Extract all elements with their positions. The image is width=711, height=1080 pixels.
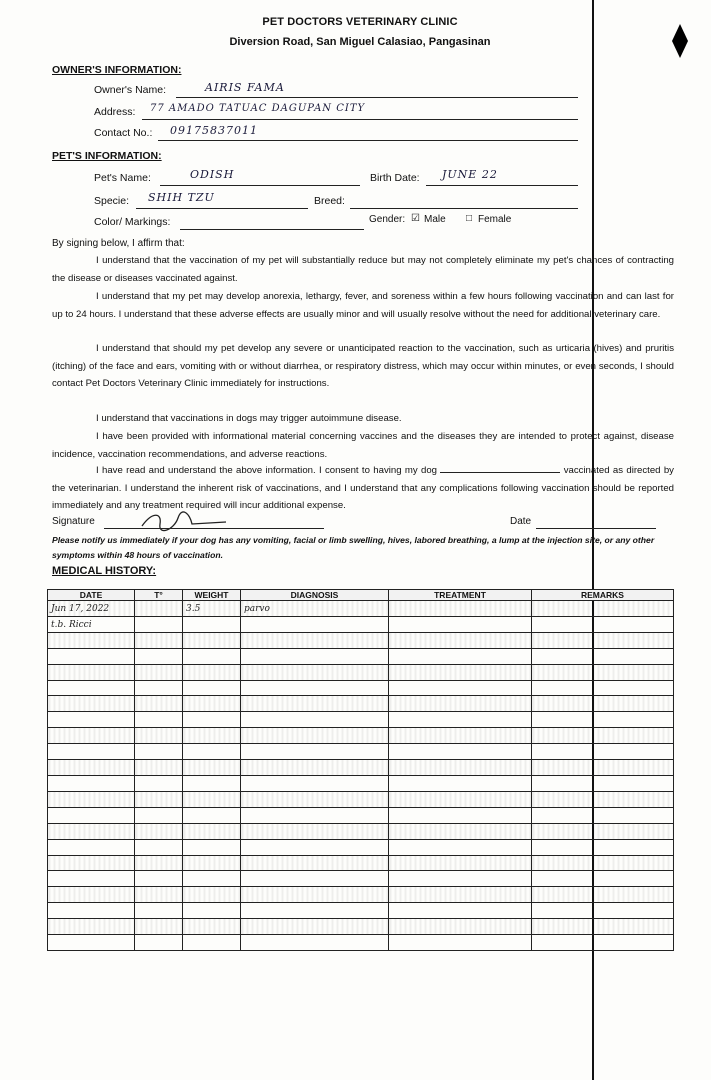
- cell-diagnosis: [241, 616, 389, 632]
- table-row: [48, 919, 674, 935]
- cell-temperature: [135, 601, 183, 617]
- cell-remarks: [532, 807, 674, 823]
- cell-weight: [183, 648, 241, 664]
- col-header-temperature: T°: [135, 590, 183, 601]
- cell-treatment: [389, 632, 532, 648]
- consent-intro: By signing below, I affirm that:: [52, 238, 185, 249]
- table-row: [48, 648, 674, 664]
- cell-date: [48, 839, 135, 855]
- cell-treatment: [389, 760, 532, 776]
- gender-male-checkbox[interactable]: ☑: [411, 213, 420, 224]
- cell-treatment: [389, 775, 532, 791]
- pet-section-heading: PET'S INFORMATION:: [52, 150, 162, 162]
- table-row: [48, 728, 674, 744]
- cell-diagnosis: [241, 807, 389, 823]
- cell-diagnosis: [241, 887, 389, 903]
- col-header-remarks: REMARKS: [532, 590, 674, 601]
- cell-temperature: [135, 935, 183, 951]
- cell-date: [48, 791, 135, 807]
- birth-date-label: Birth Date:: [370, 172, 420, 184]
- table-row: [48, 760, 674, 776]
- cell-diagnosis: [241, 632, 389, 648]
- gender-female-checkbox[interactable]: □: [466, 213, 473, 224]
- cell-treatment: [389, 791, 532, 807]
- cell-diagnosis: [241, 744, 389, 760]
- cell-weight: [183, 616, 241, 632]
- birth-date-line: [426, 185, 578, 186]
- owner-section-heading: OWNER'S INFORMATION:: [52, 64, 182, 76]
- cell-remarks: [532, 760, 674, 776]
- cell-temperature: [135, 919, 183, 935]
- cell-temperature: [135, 807, 183, 823]
- table-row: [48, 712, 674, 728]
- cell-date: [48, 903, 135, 919]
- cell-weight: [183, 760, 241, 776]
- medical-history-heading: MEDICAL HISTORY:: [52, 565, 157, 577]
- cell-treatment: [389, 919, 532, 935]
- cell-treatment: [389, 807, 532, 823]
- table-row: [48, 680, 674, 696]
- table-row: [48, 791, 674, 807]
- medical-history-table: [47, 589, 674, 951]
- cell-weight: [183, 807, 241, 823]
- table-row: [48, 807, 674, 823]
- table-row: [48, 823, 674, 839]
- cell-treatment: [389, 616, 532, 632]
- cell-temperature: [135, 903, 183, 919]
- owner-contact-value: 09175837011: [170, 124, 258, 137]
- owner-address-value: 77 AMADO TATUAC DAGUPAN CITY: [150, 103, 366, 114]
- consent-paragraph-3: I understand that should my pet develop any severe or unanticipated reaction to the vaccination, such as urticaria (hives) and pruritis (itching) of the face and ears, vomiting with or without diarrhea, or respiratory distress, which may occur within minutes, or even seconds, I should contact Pet Doctors Veterinary Clinic immediately for instructions.: [52, 343, 674, 390]
- cell-date: [48, 712, 135, 728]
- cell-temperature: [135, 664, 183, 680]
- table-row: [48, 887, 674, 903]
- cell-weight: [183, 903, 241, 919]
- cell-remarks: [532, 935, 674, 951]
- table-row: [48, 775, 674, 791]
- cell-weight: [183, 680, 241, 696]
- date-label: Date: [510, 516, 532, 527]
- cell-diagnosis: [241, 919, 389, 935]
- clinic-name: PET DOCTORS VETERINARY CLINIC: [262, 16, 458, 28]
- cell-remarks: [532, 680, 674, 696]
- medical-history-body: [48, 601, 674, 951]
- table-row: [48, 903, 674, 919]
- cell-treatment: [389, 664, 532, 680]
- cell-treatment: [389, 712, 532, 728]
- clinic-address: Diversion Road, San Miguel Calasiao, Pangasinan: [229, 36, 491, 48]
- table-row: [48, 664, 674, 680]
- breed-label: Breed:: [314, 195, 345, 207]
- cell-diagnosis: [241, 696, 389, 712]
- color-markings-label: Color/ Markings:: [94, 216, 171, 228]
- cell-treatment: [389, 903, 532, 919]
- cell-temperature: [135, 680, 183, 696]
- cell-remarks: [532, 919, 674, 935]
- cell-remarks: [532, 903, 674, 919]
- color-markings-line: [180, 229, 364, 230]
- owner-address-line: [142, 119, 578, 120]
- consent-paragraph-6: [52, 462, 674, 515]
- table-row: [48, 839, 674, 855]
- cell-remarks: [532, 648, 674, 664]
- cell-remarks: [532, 664, 674, 680]
- cell-temperature: [135, 871, 183, 887]
- specie-value: SHIH TZU: [148, 191, 215, 204]
- cell-weight: [183, 871, 241, 887]
- cell-date: [48, 632, 135, 648]
- cell-date: [48, 871, 135, 887]
- cell-temperature: [135, 839, 183, 855]
- table-row: [48, 855, 674, 871]
- cell-treatment: [389, 728, 532, 744]
- cell-diagnosis: [241, 871, 389, 887]
- cell-temperature: [135, 775, 183, 791]
- notification-note: Please notify us immediately if your dog has any vomiting, facial or limb swelling, hives, labored breathing, a lump at the injection site, or any other symptoms within 48 hours of vaccination.: [52, 535, 655, 560]
- cell-temperature: [135, 744, 183, 760]
- cell-date: [48, 935, 135, 951]
- cell-temperature: [135, 728, 183, 744]
- cell-diagnosis: [241, 823, 389, 839]
- cell-diagnosis: [241, 839, 389, 855]
- cell-weight: [183, 601, 241, 617]
- cell-temperature: [135, 823, 183, 839]
- cell-date: [48, 664, 135, 680]
- cell-temperature: [135, 791, 183, 807]
- cell-diagnosis: [241, 664, 389, 680]
- cell-diagnosis: [241, 791, 389, 807]
- cell-remarks: [532, 791, 674, 807]
- cell-date: [48, 680, 135, 696]
- cell-remarks: [532, 601, 674, 617]
- cell-treatment: [389, 696, 532, 712]
- table-row: [48, 744, 674, 760]
- table-row: [48, 632, 674, 648]
- scan-ink-blot: [672, 24, 688, 58]
- specie-label: Specie:: [94, 195, 130, 207]
- birth-date-value: JUNE 22: [442, 168, 498, 181]
- table-row: [48, 871, 674, 887]
- col-header-diagnosis: DIAGNOSIS: [241, 590, 389, 601]
- cell-remarks: [532, 616, 674, 632]
- cell-date: [48, 728, 135, 744]
- cell-diagnosis: [241, 775, 389, 791]
- cell-date: [48, 696, 135, 712]
- owner-contact-label: Contact No.:: [94, 127, 153, 139]
- cell-weight: [183, 696, 241, 712]
- cell-treatment: [389, 839, 532, 855]
- specie-line: [136, 208, 308, 209]
- cell-weight: [183, 744, 241, 760]
- cell-diagnosis: [241, 648, 389, 664]
- gender-female-label: Female: [478, 214, 512, 225]
- consent-paragraph-6-end: vaccinated as directed by the veterinarian. I understand the inherent risk of vaccinations, and I understand that any complications following vaccination should be reported immediately and any treatment required will incur additional expense.: [52, 465, 674, 512]
- cell-date: [48, 760, 135, 776]
- cell-diagnosis: [241, 601, 389, 617]
- cell-remarks: [532, 887, 674, 903]
- pet-name-line: [160, 185, 360, 186]
- cell-remarks: [532, 696, 674, 712]
- cell-weight: [183, 632, 241, 648]
- cell-treatment: [389, 887, 532, 903]
- cell-date: [48, 919, 135, 935]
- cell-temperature: [135, 648, 183, 664]
- cell-remarks: [532, 728, 674, 744]
- consent-paragraph-2: I understand that my pet may develop anorexia, lethargy, fever, and soreness within a few hours following vaccination and can last for up to 24 hours. I understand that these adverse effects are usually minor and will usually resolve without the need for additional veterinary care.: [52, 291, 674, 320]
- cell-temperature: [135, 712, 183, 728]
- cell-diagnosis: [241, 712, 389, 728]
- cell-remarks: [532, 775, 674, 791]
- handwritten-entry: t.b. Ricci: [51, 619, 92, 630]
- cell-temperature: [135, 760, 183, 776]
- signature-label: Signature: [52, 516, 95, 527]
- cell-temperature: [135, 632, 183, 648]
- handwritten-entry: parvo: [244, 603, 270, 614]
- cell-diagnosis: [241, 680, 389, 696]
- consent-paragraph-1: I understand that the vaccination of my pet will substantially reduce but may not completely eliminate my pet's chances of contracting the disease or diseases vaccinated against.: [52, 255, 674, 284]
- cell-weight: [183, 935, 241, 951]
- owner-name-value: AIRIS FAMA: [205, 81, 285, 94]
- cell-temperature: [135, 616, 183, 632]
- handwritten-entry: 3.5: [186, 603, 201, 614]
- cell-remarks: [532, 871, 674, 887]
- cell-treatment: [389, 855, 532, 871]
- cell-temperature: [135, 887, 183, 903]
- cell-weight: [183, 823, 241, 839]
- date-line: [536, 528, 656, 529]
- cell-diagnosis: [241, 855, 389, 871]
- cell-weight: [183, 919, 241, 935]
- cell-weight: [183, 712, 241, 728]
- cell-remarks: [532, 712, 674, 728]
- cell-weight: [183, 855, 241, 871]
- cell-date: [48, 855, 135, 871]
- cell-weight: [183, 791, 241, 807]
- consent-paragraph-5: I have been provided with informational material concerning vaccines and the diseases they are intended to protect against, disease incidence, vaccination recommendations, and adverse reactions.: [52, 431, 674, 460]
- cell-treatment: [389, 648, 532, 664]
- owner-contact-line: [158, 140, 578, 141]
- table-row: [48, 601, 674, 617]
- cell-weight: [183, 839, 241, 855]
- cell-date: [48, 807, 135, 823]
- cell-treatment: [389, 601, 532, 617]
- table-row: [48, 616, 674, 632]
- table-row: [48, 696, 674, 712]
- cell-diagnosis: [241, 728, 389, 744]
- cell-weight: [183, 664, 241, 680]
- consent-paragraph-4: I understand that vaccinations in dogs may trigger autoimmune disease.: [96, 413, 402, 424]
- col-header-weight: WEIGHT: [183, 590, 241, 601]
- cell-remarks: [532, 632, 674, 648]
- cell-diagnosis: [241, 760, 389, 776]
- cell-remarks: [532, 823, 674, 839]
- cell-treatment: [389, 680, 532, 696]
- gender-male-label: Male: [424, 214, 446, 225]
- cell-date: [48, 823, 135, 839]
- dog-name-blank: [440, 463, 560, 473]
- cell-temperature: [135, 696, 183, 712]
- cell-treatment: [389, 744, 532, 760]
- consent-paragraph-6-start: I have read and understand the above information. I consent to having my dog: [96, 465, 438, 476]
- cell-remarks: [532, 855, 674, 871]
- cell-weight: [183, 775, 241, 791]
- signature-scribble: [140, 510, 230, 532]
- gender-label: Gender:: [369, 214, 406, 225]
- cell-date: [48, 887, 135, 903]
- pet-name-value: ODISH: [190, 168, 235, 181]
- handwritten-entry: Jun 17, 2022: [51, 603, 110, 614]
- cell-remarks: [532, 744, 674, 760]
- cell-date: [48, 744, 135, 760]
- table-row: [48, 935, 674, 951]
- cell-temperature: [135, 855, 183, 871]
- owner-address-label: Address:: [94, 106, 136, 118]
- owner-name-label: Owner's Name:: [94, 84, 167, 96]
- cell-date: [48, 616, 135, 632]
- col-header-date: DATE: [48, 590, 135, 601]
- breed-line: [350, 208, 578, 209]
- cell-treatment: [389, 871, 532, 887]
- cell-remarks: [532, 839, 674, 855]
- cell-date: [48, 648, 135, 664]
- cell-weight: [183, 887, 241, 903]
- cell-diagnosis: [241, 935, 389, 951]
- cell-date: [48, 601, 135, 617]
- cell-weight: [183, 728, 241, 744]
- owner-name-line: [176, 97, 578, 98]
- cell-diagnosis: [241, 903, 389, 919]
- cell-treatment: [389, 935, 532, 951]
- cell-treatment: [389, 823, 532, 839]
- pet-name-label: Pet's Name:: [94, 172, 151, 184]
- col-header-treatment: TREATMENT: [389, 590, 532, 601]
- cell-date: [48, 775, 135, 791]
